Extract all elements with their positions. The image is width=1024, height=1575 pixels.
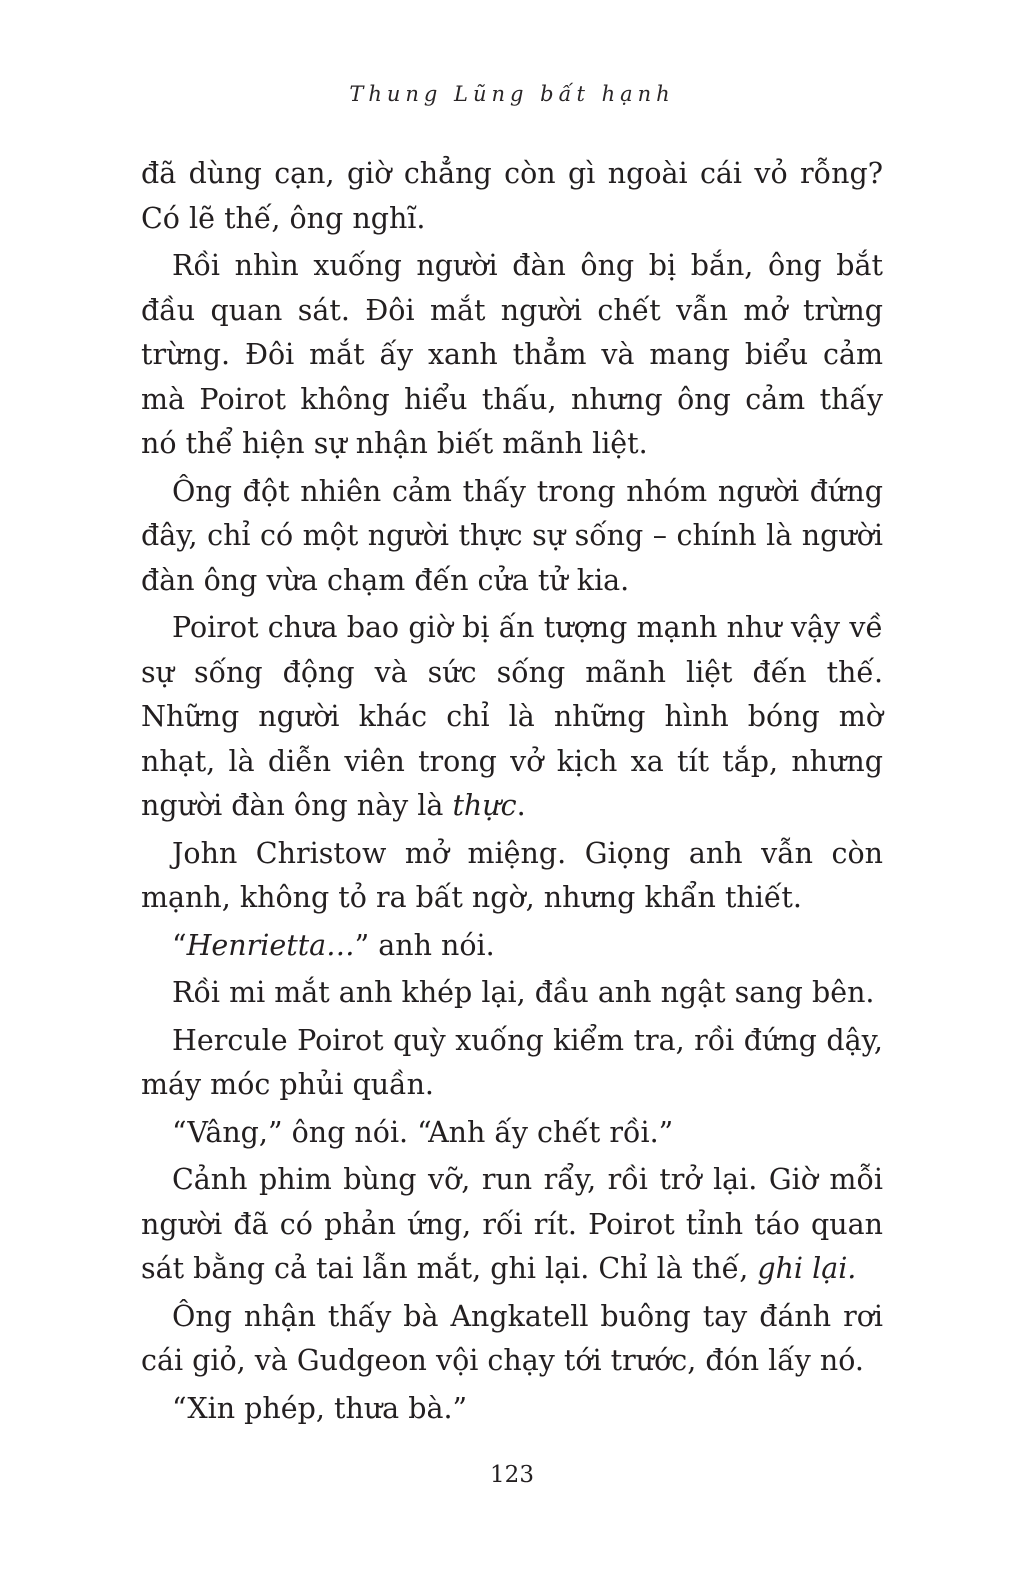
paragraph-4 — [141, 606, 883, 829]
paragraph-text: Cảnh phim bùng vỡ, run rẩy, rồi trở lại. Giờ mỗi người đã có phản ứng, rối rít. Poirot tỉnh táo quan sát bằng cả tai lẫn mắt, ghi lại. Chỉ là thế, — [141, 1163, 883, 1285]
italic-phrase: ghi lại. — [757, 1252, 857, 1285]
paragraph-text: ” anh nói. — [354, 928, 495, 962]
paragraph-8 — [141, 1019, 883, 1108]
paragraph-text: . — [516, 789, 526, 822]
paragraph-text: đã dùng cạn, giờ chẳng còn gì ngoài cái vỏ rỗng? Có lẽ thế, ông nghĩ. — [141, 157, 883, 235]
paragraph-5 — [141, 832, 883, 921]
body-text — [141, 152, 883, 1434]
page-number: 123 — [490, 1462, 534, 1488]
paragraph-text: “Xin phép, thưa bà.” — [172, 1391, 468, 1425]
paragraph-2 — [141, 244, 883, 467]
paragraph-7 — [141, 971, 883, 1016]
paragraph-text: Rồi nhìn xuống người đàn ông bị bắn, ông bắt đầu quan sát. Đôi mắt người chết vẫn mở trừng trừng. Đôi mắt ấy xanh thẳm và mang biểu cảm mà Poirot không hiểu thấu, nhưng ông cảm thấy nó thể hiện sự nhận biết mãnh liệt. — [141, 249, 883, 460]
paragraph-9 — [141, 1111, 883, 1156]
paragraph-3 — [141, 470, 883, 604]
paragraph-text: Ông nhận thấy bà Angkatell buông tay đánh rơi cái giỏ, và Gudgeon vội chạy tới trước, đón lấy nó. — [141, 1299, 883, 1377]
quote-open: “ — [172, 928, 187, 962]
paragraph-11 — [141, 1295, 883, 1384]
paragraph-text: Ông đột nhiên cảm thấy trong nhóm người đứng đây, chỉ có một người thực sự sống – chính là người đàn ông vừa chạm đến cửa tử kia. — [141, 474, 883, 597]
italic-name: Henrietta… — [186, 928, 355, 962]
paragraph-1 — [141, 152, 883, 241]
paragraph-12 — [141, 1387, 883, 1432]
paragraph-text: Rồi mi mắt anh khép lại, đầu anh ngật sang bên. — [172, 976, 875, 1009]
paragraph-text: John Christow mở miệng. Giọng anh vẫn còn mạnh, không tỏ ra bất ngờ, nhưng khẩn thiết. — [141, 836, 883, 914]
paragraph-text: “Vâng,” ông nói. “Anh ấy chết rồi.” — [172, 1115, 674, 1149]
italic-word: thực — [452, 789, 517, 822]
paragraph-10 — [141, 1158, 883, 1292]
paragraph-text: Poirot chưa bao giờ bị ấn tượng mạnh như vậy về sự sống động và sức sống mãnh liệt đến thế. Những người khác chỉ là những hình bóng mờ nhạt, là diễn viên trong vở kịch xa tít tắp, nhưng người đàn ông này là — [141, 611, 883, 822]
running-head: Thung Lũng bất hạnh — [349, 82, 675, 106]
paragraph-6 — [141, 924, 883, 969]
paragraph-text: Hercule Poirot quỳ xuống kiểm tra, rồi đứng dậy, máy móc phủi quần. — [141, 1023, 883, 1101]
